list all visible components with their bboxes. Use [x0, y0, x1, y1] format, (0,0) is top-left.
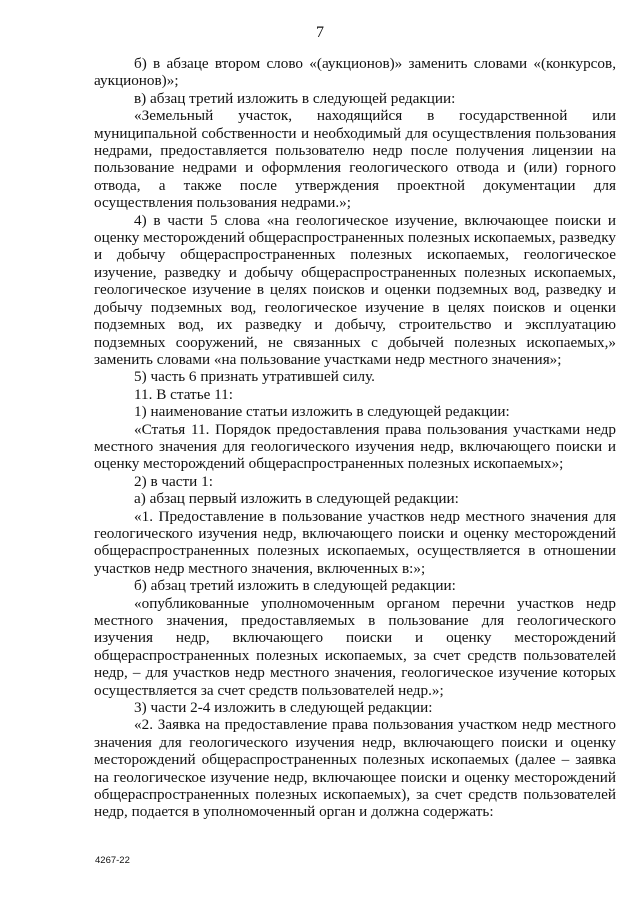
paragraph-11-item-3: 3) части 2-4 изложить в следующей редакции:: [134, 699, 433, 717]
paragraph-item-5: 5) часть 6 признать утратившей силу.: [134, 368, 375, 386]
paragraph-section-11: 11. В статье 11:: [134, 385, 233, 403]
paragraph-11-item-2b: б) абзац третий изложить в следующей редакции:: [134, 577, 456, 595]
paragraph-land-plot-quote: «Земельный участок, находящийся в государственной или муниципальной собственности и необходимый для осуществления пользования недрами, предоставляется пользователю недр после получения лицензии на пользование недрами и оформления геологического отвода и (или) горного отвода, а также после утверждения проектной документации для осуществления пользования недрами.»;: [94, 107, 616, 212]
page-number: 7: [316, 24, 324, 41]
paragraph-11-item-1: 1) наименование статьи изложить в следующей редакции:: [134, 403, 510, 421]
paragraph-amend-v: в) абзац третий изложить в следующей редакции:: [134, 89, 456, 107]
paragraph-part-1-quote: «1. Предоставление в пользование участков недр местного значения для геологического изучения недр, включающего поиски и оценку месторождений общераспространенных полезных ископаемых, осуществляется в отношении участков недр местного значения, включенных в:»;: [94, 507, 616, 577]
document-code: 4267-22: [95, 855, 130, 866]
paragraph-11-item-2: 2) в части 1:: [134, 472, 213, 490]
paragraph-published-lists-quote: «опубликованные уполномоченным органом перечни участков недр местного значения, предоставляемых в пользование для геологического изучения недр, включающего поиски и оценку месторождений общераспространенных полезных ископаемых, за счет средств пользователей недр, – для участков недр местного значения, геологическое изучение которых осуществляется за счет средств пользователей недр.»;: [94, 594, 616, 699]
paragraph-item-4: 4) в части 5 слова «на геологическое изучение, включающее поиски и оценку месторождений общераспространенных полезных ископаемых, разведку и добычу общераспространенных полезных ископаемых, геологическое изучение, разведку и добычу общераспространенных полезных ископаемых, геологическое изучение в целях поисков и оценки подземных вод, разведку и добычу подземных вод, геологическое изучение в целях поисков и оценки подземных вод, их разведку и добычу, строительство и эксплуатацию подземных сооружений, не связанных с добычей полезных ископаемых,» заменить словами «на пользование участками недр местного значения»;: [94, 211, 616, 368]
paragraph-11-item-2a: а) абзац первый изложить в следующей редакции:: [134, 490, 459, 508]
paragraph-article-11-title-quote: «Статья 11. Порядок предоставления права пользования участками недр местного значения для геологического изучения недр, включающего поиски и оценку месторождений общераспространенных полезных ископаемых»;: [94, 420, 616, 473]
document-body: [94, 55, 616, 821]
paragraph-application-quote: «2. Заявка на предоставление права пользования участком недр местного значения для геологического изучения недр, включающего поиски и оценку месторождений общераспространенных полезных ископаемых (далее – заявка на геологическое изучение недр, включающее поиски и оценку месторождений общераспространенных полезных ископаемых), за счет средств пользователей недр, подается в уполномоченный орган и должна содержать:: [94, 716, 616, 821]
paragraph-amend-b: б) в абзаце втором слово «(аукционов)» заменить словами «(конкурсов, аукционов)»;: [94, 55, 616, 90]
